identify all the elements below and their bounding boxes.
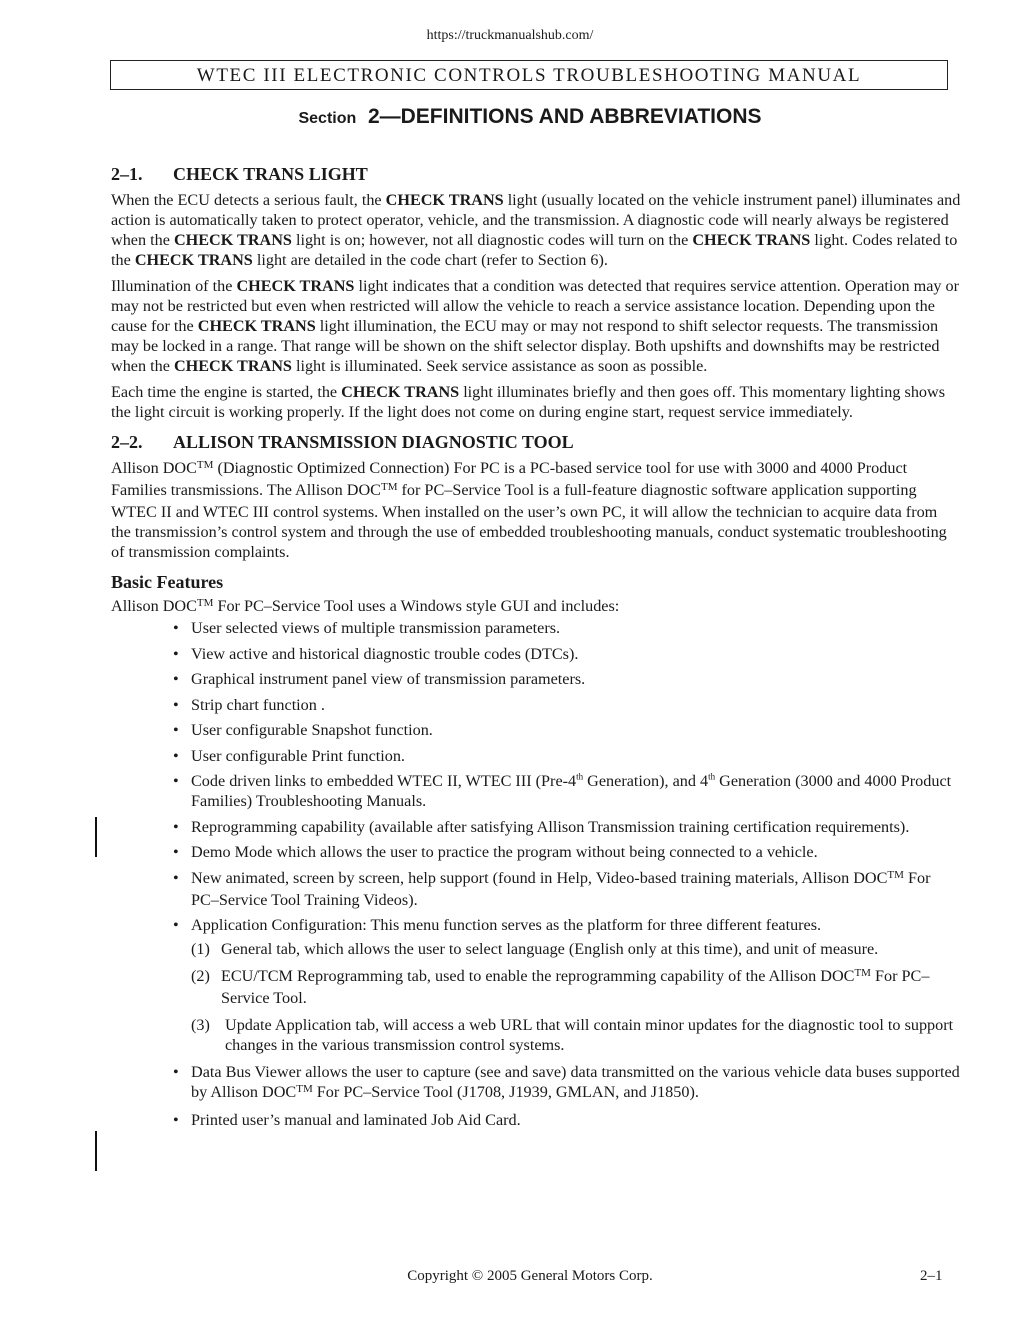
text-run: For PC–Service Tool. [221,967,930,1007]
heading-number: 2–2. [111,432,143,452]
trademark-mark: TM [196,459,214,471]
manual-header-box [110,60,948,90]
paragraph-diagnostic-tool [111,458,961,562]
page-content [111,164,961,1135]
section-title-text: 2—DEFINITIONS AND ABBREVIATIONS [367,105,762,128]
sub-item-text: General tab, which allows the user to select language (English only at this time), and unit of measure. [221,940,879,958]
text-run: ECU/TCM Reprogramming tab, used to enable the reprogramming capability of the Allison DOC [221,967,855,985]
list-item-text: User selected views of multiple transmission parameters. [191,619,561,637]
sub-item-number: (3) [191,1016,210,1034]
text-run: For PC–Service Tool Training Videos). [191,868,931,909]
change-bar [95,1131,97,1171]
bold-term: CHECK TRANS [134,251,253,269]
list-item [173,868,961,910]
source-url: https://truckmanualshub.com/ [426,28,594,43]
bold-term: CHECK TRANS [173,357,292,375]
list-item-text: Graphical instrument panel view of transmission parameters. [191,670,586,688]
list-item-text: User configurable Snapshot function. [191,721,433,739]
bold-term: CHECK TRANS [385,191,504,209]
text-run: Code driven links to embedded WTEC II, WTEC III (Pre-4 [191,772,577,790]
list-item [173,1062,961,1104]
bullet: • [173,772,179,790]
heading-2-1 [111,164,961,184]
section-word: Section [298,110,357,127]
bold-term: CHECK TRANS [341,383,460,401]
text-run: New animated, screen by screen, help support (found in Help, Video-based training materials, Allison DOC [191,868,888,887]
trademark-mark: TM [296,1083,313,1095]
list-item-text: Strip chart function . [191,695,325,714]
text-run: When the ECU detects a serious fault, the [111,191,386,209]
list-item [173,746,961,766]
paragraph-check-trans-3 [111,382,961,422]
text-run: light is on; however, not all diagnostic codes will turn on the [291,231,693,249]
sub-item-text [221,966,961,1008]
list-item-text: Reprogramming capability (available after satisfying Allison Transmission training certification requirements). [191,817,910,836]
sub-item [191,966,961,1008]
list-item [173,915,961,1055]
list-item-text: Printed user’s manual and laminated Job Aid Card. [191,1110,521,1129]
text-run: for PC–Service Tool is a full-feature diagnostic software application supporting WTEC II and WTEC III control systems. When installed on the user’s own PC, it will allow the technician to acquire data from the transmission’s control system and through the use of embedded troubleshooting manuals, conduct systematic troubleshooting of transmission complaints. [111,481,947,561]
text-run: Allison DOC [111,597,197,615]
list-item-text: View active and historical diagnostic trouble codes (DTCs). [191,644,579,663]
list-item [173,695,961,715]
list-item [173,618,961,638]
bold-term: CHECK TRANS [236,277,355,295]
text-run: For PC–Service Tool (J1708, J1939, GMLAN, and J1850). [312,1083,699,1101]
list-item-text: User configurable Print function. [191,746,405,765]
text-run: Generation (3000 and 4000 Product Families) Troubleshooting Manuals. [191,772,952,810]
basic-features-heading: Basic Features [111,572,224,592]
text-run: Allison DOC [111,459,197,477]
sub-item [191,939,961,959]
heading-text: ALLISON TRANSMISSION DIAGNOSTIC TOOL [173,432,574,452]
sub-item-text: Update Application tab, will access a web URL that will contain minor updates for the diagnostic tool to support changes in the various transmission control systems. [225,1016,954,1054]
sub-list [191,939,961,1055]
text-run: light are detailed in the code chart (refer to Section 6). [252,251,608,269]
features-list [111,618,961,1130]
page-number: 2–1 [920,1268,943,1284]
sub-item [191,1015,961,1055]
text-run: Data Bus Viewer allows the user to capture (see and save) data transmitted on the various vehicle data buses supported by Allison DOC [191,1063,960,1101]
features-intro [111,596,961,618]
bullet: • [173,721,179,739]
text-run: light is illuminated. Seek service assistance as soon as possible. [291,357,708,375]
trademark-mark: TM [380,481,398,493]
manual-title: WTEC III ELECTRONIC CONTROLS TROUBLESHOOTING MANUAL [196,65,862,86]
list-item-text: Demo Mode which allows the user to practice the program without being connected to a vehicle. [191,843,818,861]
text-run: light. Codes related to the [111,231,958,269]
list-item [173,669,961,689]
bold-term: CHECK TRANS [197,317,316,335]
text-run: For PC–Service Tool uses a Windows style GUI and includes: [213,597,620,615]
bullet: • [173,746,179,765]
text-run: light indicates that a condition was detected that requires service attention. Operation may or may not be restricted but even when restricted will allow the vehicle to reach a service assistance location. Depending upon the cause for the [111,277,960,335]
sub-item-number: (2) [191,967,210,985]
text-run: light illuminates briefly and then goes off. This momentary lighting shows the light circuit is working properly. If the light does not come on during engine start, request service immediately. [111,383,946,421]
bullet: • [173,843,179,861]
paragraph-check-trans-1 [111,190,961,270]
text-run: (Diagnostic Optimized Connection) For PC is a PC-based service tool for use with 3000 and 4000 Product Families transmissions. The Allison DOC [111,459,908,499]
heading-number: 2–1. [111,164,143,184]
list-item [173,1110,961,1130]
copyright-notice: Copyright © 2005 General Motors Corp. [407,1268,653,1284]
change-bar [95,817,97,857]
text-run: Each time the engine is started, the [111,383,342,401]
list-item [173,842,961,862]
bullet: • [173,1110,179,1129]
bold-term: CHECK TRANS [692,231,811,249]
bullet: • [173,644,179,663]
text-run: light (usually located on the vehicle instrument panel) illuminates and action is automatically taken to protect operator, vehicle, and the transmission. A diagnostic code will nearly always be registered when the [111,191,961,249]
text-run: Generation), and 4 [583,772,709,790]
text-run: light illumination, the ECU may or may not respond to shift selector requests. The transmission may be locked in a range. That range will be shown on the shift selector display. Both upshifts and downshifts may be restricted when the [111,317,940,375]
paragraph-check-trans-2 [111,276,961,376]
trademark-mark: TM [854,967,871,979]
trademark-mark: TM [887,868,904,881]
sub-item-number: (1) [191,940,210,958]
ordinal-suffix: th [576,771,584,782]
heading-text: CHECK TRANS LIGHT [173,164,368,184]
bullet: • [173,1063,179,1081]
bullet: • [173,695,179,714]
bold-term: CHECK TRANS [173,231,292,249]
bullet: • [173,916,179,934]
list-item [173,644,961,664]
list-item [173,720,961,740]
list-item [173,817,961,837]
trademark-mark: TM [196,597,214,609]
section-title [0,105,1020,129]
list-item-text: Application Configuration: This menu function serves as the platform for three different features. [191,916,822,934]
list-item [173,771,961,811]
bullet: • [173,817,179,836]
text-run: Illumination of the [111,277,237,295]
bullet: • [173,619,179,637]
bullet: • [173,868,179,887]
heading-2-2 [111,432,961,452]
ordinal-suffix: th [708,771,716,782]
bullet: • [173,670,179,688]
